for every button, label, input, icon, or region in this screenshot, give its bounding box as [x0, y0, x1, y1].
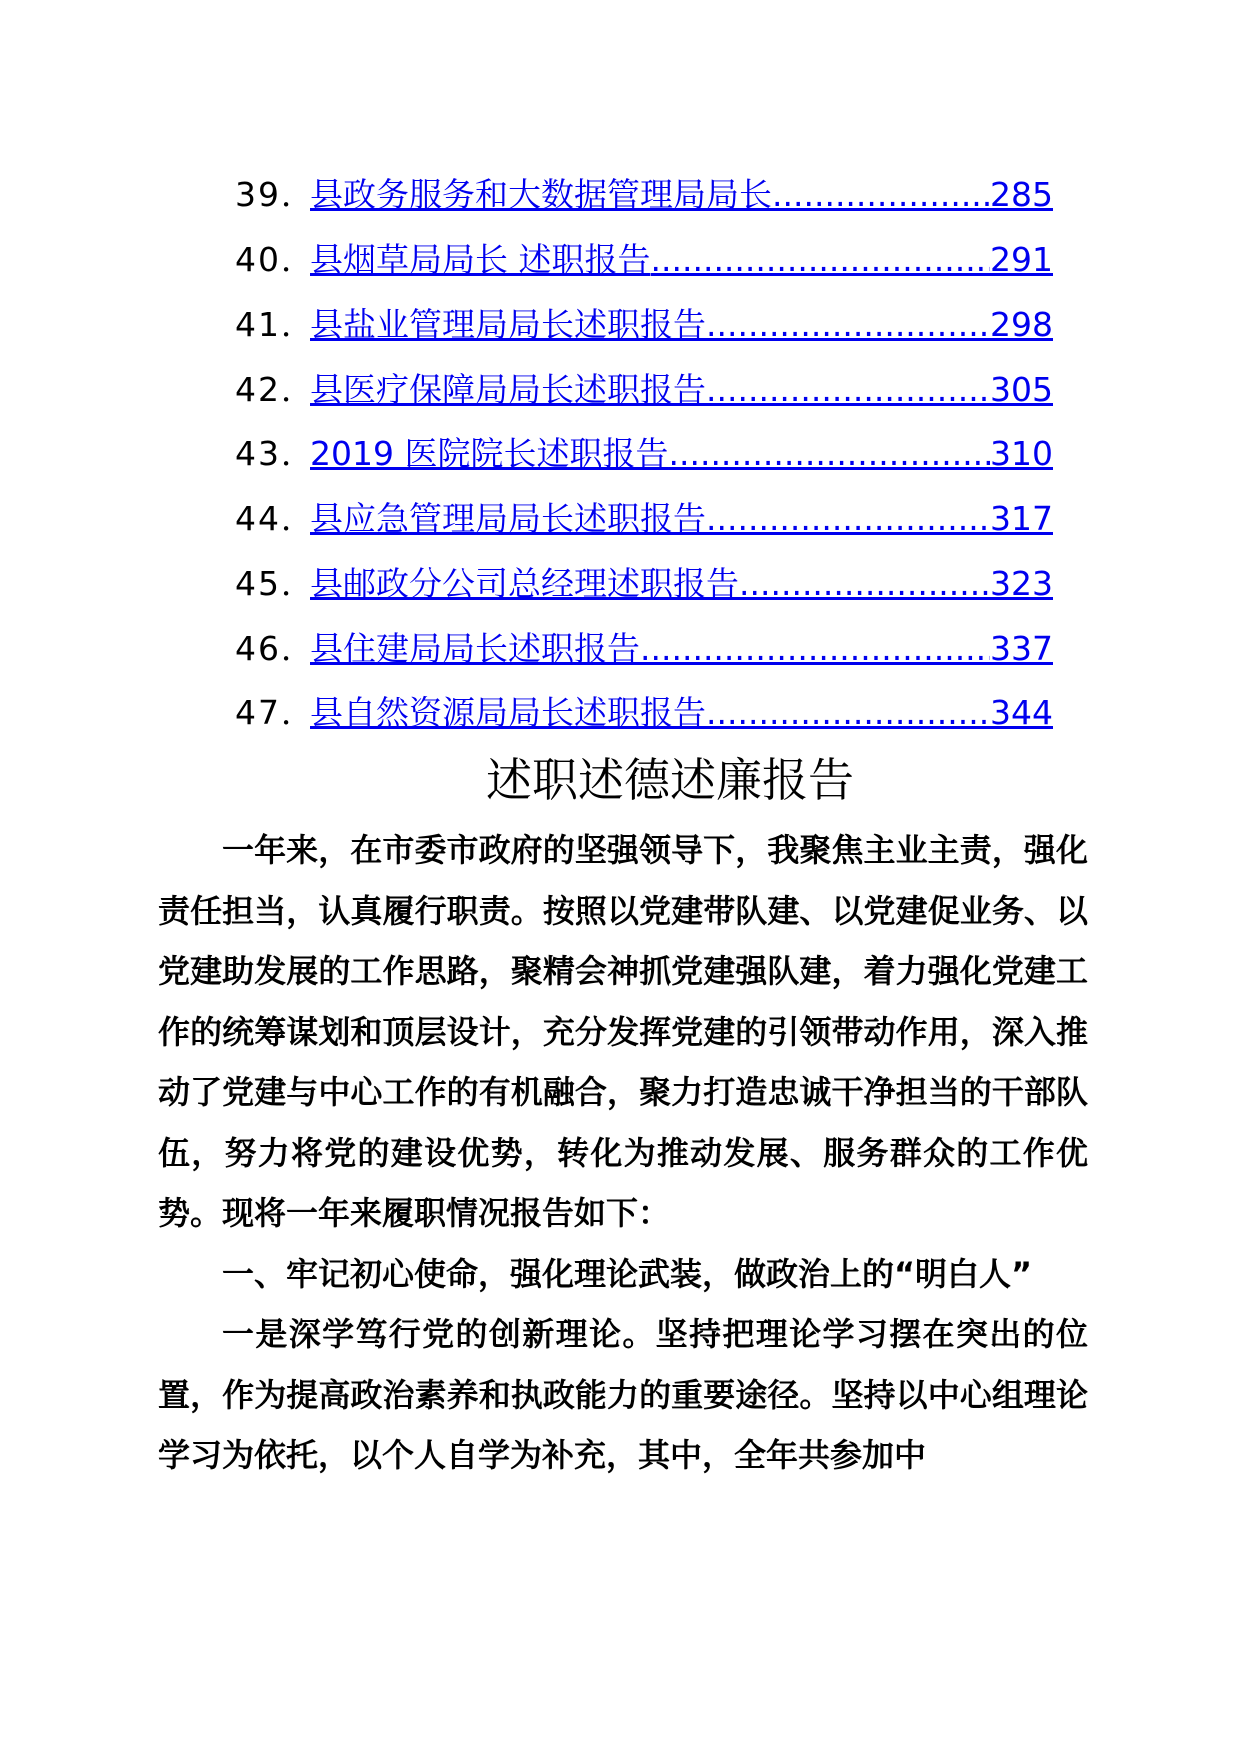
body-paragraph: 一是深学笃行党的创新理论。坚持把理论学习摆在突出的位置，作为提高政治素养和执政能力的重要途径。坚持以中心组理论学习为依托，以个人自学为补充，其中，全年共参加中: [158, 1315, 1088, 1474]
toc-entry-title: 县医疗保障局局长述职报告: [310, 370, 706, 409]
toc-entry-page: 337: [990, 629, 1053, 668]
toc-entry-link[interactable]: [310, 231, 1053, 289]
toc-entry-number: 42．: [235, 370, 316, 409]
toc-entry-link[interactable]: [310, 555, 1053, 613]
toc-entry-link[interactable]: [310, 490, 1053, 548]
toc-entry: [235, 361, 1053, 419]
toc-entry: [235, 166, 1053, 224]
toc-entry-page: 291: [990, 240, 1053, 279]
toc-entry-link[interactable]: [310, 620, 1053, 678]
toc-entry-number: 39．: [235, 175, 316, 214]
toc-entry-title: 县烟草局局长 述职报告: [310, 240, 651, 279]
toc-entry-title: 县盐业管理局局长述职报告: [310, 305, 706, 344]
toc-entry-link[interactable]: [310, 425, 1053, 483]
toc-entry-page: 285: [990, 175, 1053, 214]
toc-leader-dots: [668, 425, 990, 483]
toc-entry-title: 县政务服务和大数据管理局局长: [310, 175, 772, 214]
toc-entry: [235, 620, 1053, 678]
toc-entry-number: 46．: [235, 629, 316, 668]
toc-entry-number: 40．: [235, 240, 316, 279]
toc-leader-dots: [739, 555, 990, 613]
toc-entry-link[interactable]: [310, 296, 1053, 354]
toc-entry: [235, 231, 1053, 289]
toc-entry-link[interactable]: [310, 166, 1053, 224]
document-title: 述职述德述廉报告: [486, 753, 854, 807]
toc-entry-title: 县住建局局长述职报告: [310, 629, 640, 668]
toc-entry-link[interactable]: [310, 361, 1053, 419]
toc-entry-page: 317: [990, 499, 1053, 538]
toc-entry: [235, 296, 1053, 354]
toc-entry-number: 47．: [235, 693, 316, 732]
toc-leader-dots: [772, 166, 990, 224]
toc-leader-dots: [706, 490, 990, 548]
toc-entry-title: 县自然资源局局长述职报告: [310, 693, 706, 732]
toc-entry-page: 323: [990, 564, 1053, 603]
toc-entry-number: 45．: [235, 564, 316, 603]
toc-leader-dots: [706, 296, 990, 354]
toc-entry-number: 41．: [235, 305, 316, 344]
toc-entry: [235, 555, 1053, 613]
toc-entry-title: 县应急管理局局长述职报告: [310, 499, 706, 538]
toc-entry-page: 305: [990, 370, 1053, 409]
toc-leader-dots: [706, 684, 990, 742]
toc-entry-link[interactable]: [310, 684, 1053, 742]
toc-entry-page: 344: [990, 693, 1053, 732]
toc-entry-page: 310: [990, 434, 1053, 473]
toc-entry-title: 2019 医院院长述职报告: [310, 434, 669, 473]
toc-entry: [235, 490, 1053, 548]
document-body: [158, 820, 1088, 1486]
toc-entry-title: 县邮政分公司总经理述职报告: [310, 564, 739, 603]
toc-leader-dots: [706, 361, 990, 419]
toc-leader-dots: [640, 620, 990, 678]
toc-entry-page: 298: [990, 305, 1053, 344]
toc-entry: [235, 684, 1053, 742]
toc-entry: [235, 425, 1053, 483]
toc-leader-dots: [651, 231, 991, 289]
toc-entry-number: 44．: [235, 499, 316, 538]
section-heading: 一、牢记初心使命，强化理论武装，做政治上的“明白人”: [222, 1254, 1033, 1293]
body-paragraph: 一年来，在市委市政府的坚强领导下，我聚焦主业主责，强化责任担当，认真履行职责。按照以党建带队建、以党建促业务、以党建助发展的工作思路，聚精会神抓党建强队建，着力强化党建工作的统筹谋划和顶层设计，充分发挥党建的引领带动作用，深入推动了党建与中心工作的有机融合，聚力打造忠诚干净担当的干部队伍，努力将党的建设优势，转化为推动发展、服务群众的工作优势。现将一年来履职情况报告如下：: [158, 831, 1088, 1232]
toc-entry-number: 43．: [235, 434, 316, 473]
